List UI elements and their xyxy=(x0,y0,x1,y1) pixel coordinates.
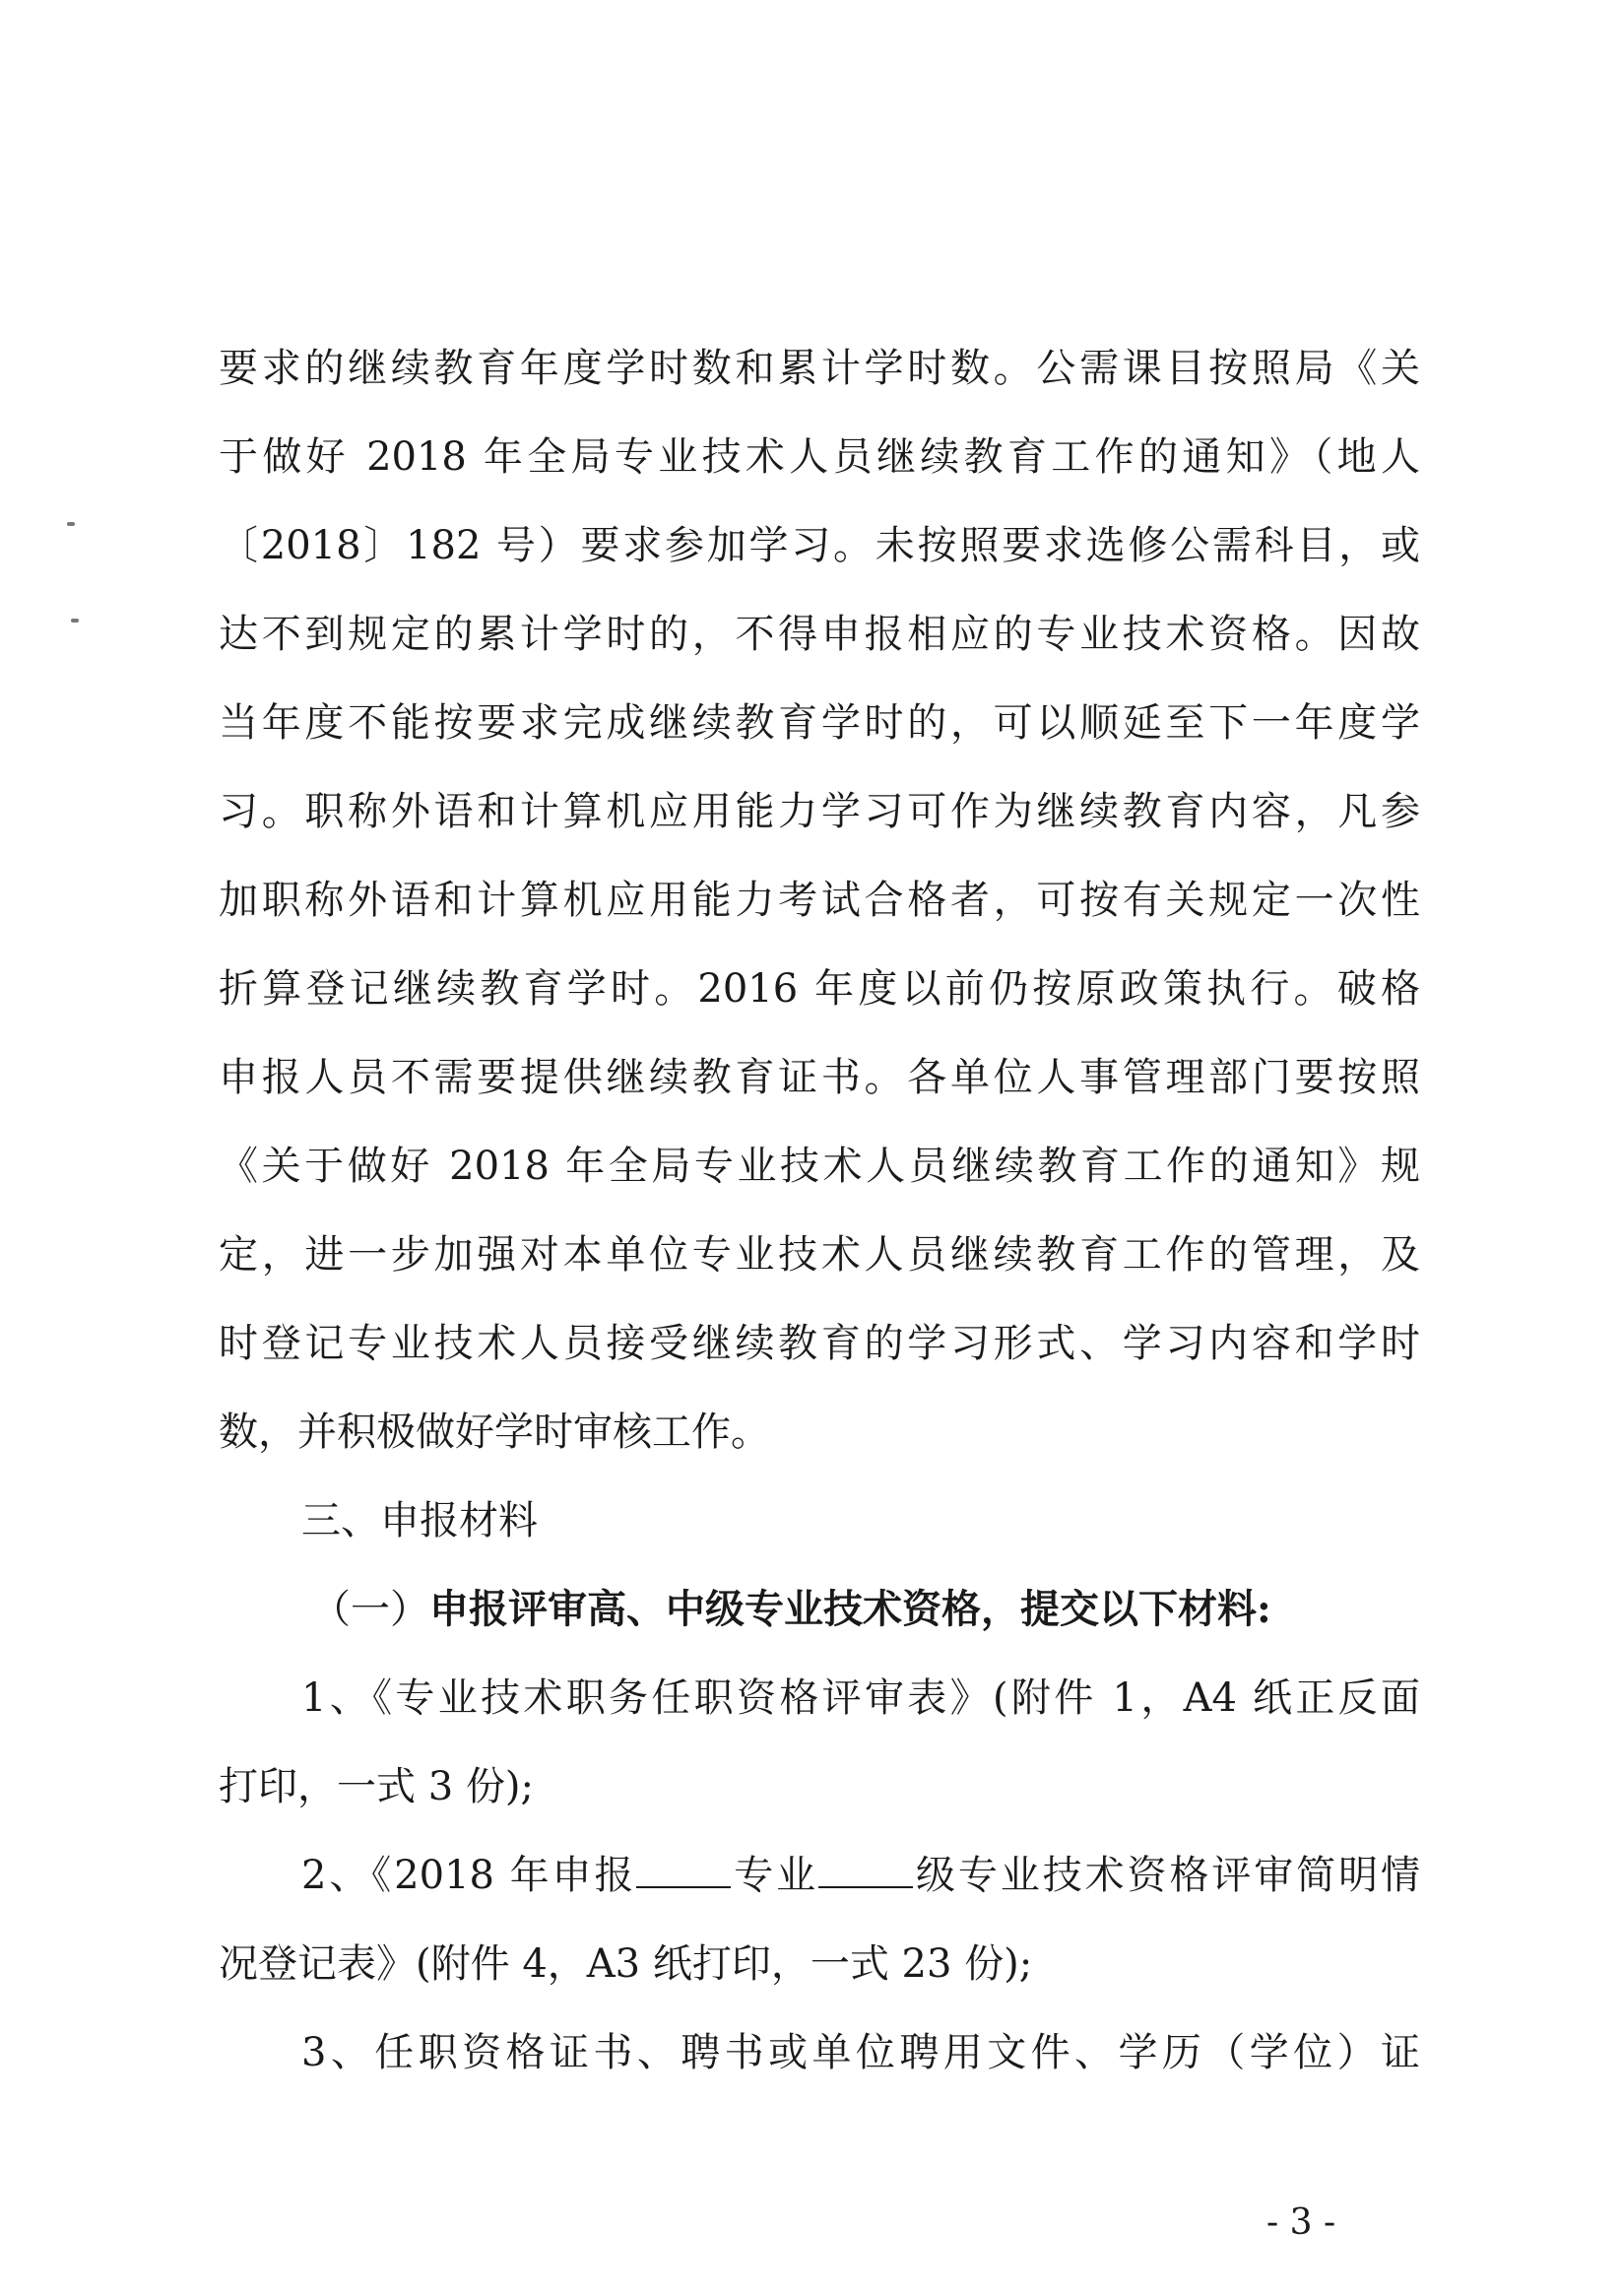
list-item-1-line-1: 1、《专业技术职务任职资格评审表》(附件 1，A4 纸正反面 xyxy=(301,1675,1420,1721)
fill-in-blank xyxy=(818,1853,913,1888)
section-heading: 三、申报材料 xyxy=(301,1498,538,1543)
body-line: 要求的继续教育年度学时数和累计学时数。公需课目按照局《关 xyxy=(219,346,1420,391)
body-line: 加职称外语和计算机应用能力考试合格者，可按有关规定一次性 xyxy=(219,878,1420,923)
body-line: 〔2018〕182 号）要求参加学习。未按照要求选修公需科目，或 xyxy=(219,523,1420,568)
body-line: 时登记专业技术人员接受继续教育的学习形式、学习内容和学时 xyxy=(219,1321,1420,1366)
list-item-3-line-1: 3、任职资格证书、聘书或单位聘用文件、学历（学位）证 xyxy=(301,2030,1420,2075)
list-item-2-text-c: 级专业技术资格评审简明情 xyxy=(913,1853,1421,1898)
body-line: 数，并积极做好学时审核工作。 xyxy=(219,1410,770,1455)
body-line: 习。职称外语和计算机应用能力学习可作为继续教育内容，凡参 xyxy=(219,789,1420,834)
body-line: 折算登记继续教育学时。2016 年度以前仍按原政策执行。破格 xyxy=(219,966,1420,1012)
body-line: 于做好 2018 年全局专业技术人员继续教育工作的通知》（地人 xyxy=(219,434,1420,480)
list-item-1-line-2: 打印，一式 3 份); xyxy=(219,1764,534,1809)
page-number: - 3 - xyxy=(1266,2202,1336,2243)
list-item-2-line-2: 况登记表》(附件 4，A3 纸打印，一式 23 份); xyxy=(219,1941,1033,1987)
body-line: 当年度不能按要求完成继续教育学时的，可以顺延至下一年度学 xyxy=(219,700,1420,746)
body-line: 定，进一步加强对本单位专业技术人员继续教育工作的管理，及 xyxy=(219,1232,1420,1278)
subsection-title: 申报评审高、中级专业技术资格，提交以下材料: xyxy=(429,1586,1271,1632)
body-line: 达不到规定的累计学时的，不得申报相应的专业技术资格。因故 xyxy=(219,612,1420,657)
list-item-2-line-1 xyxy=(301,1848,1420,1903)
fill-in-blank xyxy=(636,1853,731,1888)
subsection-prefix: （一） xyxy=(311,1587,429,1632)
body-line: 申报人员不需要提供继续教育证书。各单位人事管理部门要按照 xyxy=(219,1055,1420,1100)
list-item-2-text-b: 专业 xyxy=(731,1853,819,1898)
list-item-2-text-a: 2、《2018 年申报 xyxy=(301,1853,637,1898)
subsection-heading xyxy=(311,1582,1430,1637)
body-line: 《关于做好 2018 年全局专业技术人员继续教育工作的通知》规 xyxy=(219,1144,1420,1189)
scan-speck xyxy=(71,619,79,623)
scan-speck xyxy=(67,522,75,526)
